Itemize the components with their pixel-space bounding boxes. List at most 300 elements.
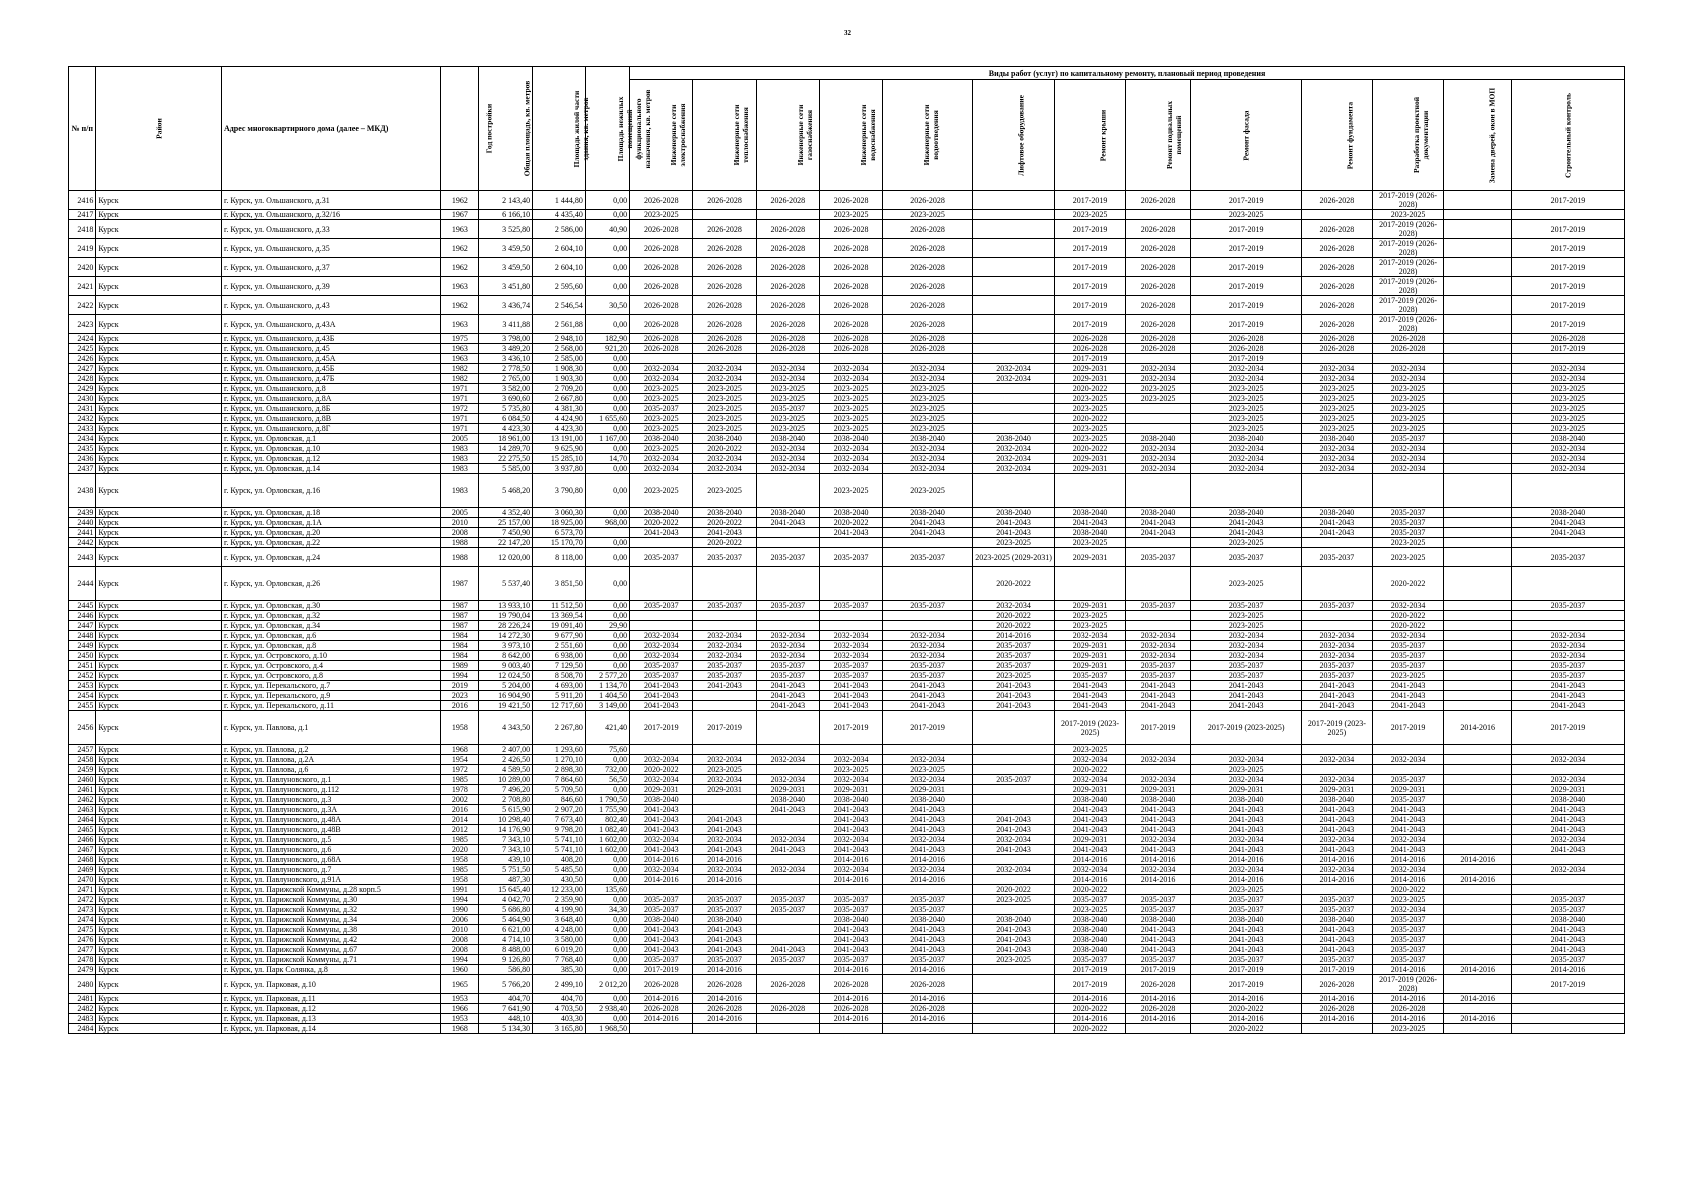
cell-electro: 2038-2040: [630, 795, 693, 805]
table-row: [69, 935, 1625, 945]
cell-water: 2026-2028: [820, 296, 883, 315]
cell-doors: [1444, 805, 1512, 815]
cell-roof: 2023-2025: [1055, 745, 1126, 755]
cell-sewer: 2041-2043: [883, 701, 973, 711]
cell-basement: 2032-2034: [1125, 444, 1190, 454]
cell-facade: 2035-2037: [1191, 955, 1302, 965]
cell-sewer: 2023-2025: [883, 474, 973, 508]
cell-total-area: 4 589,50: [479, 765, 533, 775]
cell-roof: 2020-2022: [1055, 444, 1126, 454]
cell-roof: 2041-2043: [1055, 701, 1126, 711]
cell-basement: 2041-2043: [1125, 925, 1190, 935]
cell-address: г. Курск, ул. Павлуновского, д.6: [221, 845, 440, 855]
cell-district: Курск: [96, 474, 222, 508]
cell-lift: 2020-2022: [972, 885, 1054, 895]
cell-roof: 2029-2031: [1055, 651, 1126, 661]
cell-total-area: 19 421,50: [479, 701, 533, 711]
cell-doors: [1444, 765, 1512, 775]
cell-year: 1963: [441, 315, 479, 334]
cell-living-area: 2 267,80: [533, 711, 586, 745]
cell-year: 1962: [441, 296, 479, 315]
cell-n: 2447: [69, 621, 96, 631]
cell-heat: 2041-2043: [693, 925, 756, 935]
cell-n: 2473: [69, 905, 96, 915]
cell-district: Курск: [96, 621, 222, 631]
cell-heat: 2026-2028: [693, 975, 756, 994]
cell-total-area: 7 641,90: [479, 1004, 533, 1014]
cell-n: 2428: [69, 374, 96, 384]
cell-heat: 2041-2043: [693, 815, 756, 825]
cell-roof: 2017-2019: [1055, 975, 1126, 994]
cell-foundation: 2026-2028: [1302, 277, 1373, 296]
cell-roof: 2017-2019: [1055, 191, 1126, 210]
cell-living-area: 4 424,90: [533, 414, 586, 424]
cell-project: 2020-2022: [1372, 621, 1444, 631]
table-row: [69, 258, 1625, 277]
cell-facade: 2017-2019: [1191, 239, 1302, 258]
cell-roof: 2026-2028: [1055, 344, 1126, 354]
cell-district: Курск: [96, 994, 222, 1004]
cell-roof: 2014-2016: [1055, 994, 1126, 1004]
cell-sewer: [883, 621, 973, 631]
cell-foundation: 2038-2040: [1302, 434, 1373, 444]
cell-n: 2479: [69, 965, 96, 975]
cell-n: 2451: [69, 661, 96, 671]
cell-foundation: 2041-2043: [1302, 528, 1373, 538]
cell-address: г. Курск, ул. Ольшанского, д.8В: [221, 414, 440, 424]
cell-roof: 2017-2019: [1055, 239, 1126, 258]
cell-facade: 2014-2016: [1191, 994, 1302, 1004]
cell-roof: 2017-2019: [1055, 296, 1126, 315]
cell-basement: 2041-2043: [1125, 845, 1190, 855]
cell-foundation: 2026-2028: [1302, 258, 1373, 277]
cell-heat: 2029-2031: [693, 785, 756, 795]
cell-district: Курск: [96, 528, 222, 538]
cell-project: 2032-2034: [1372, 454, 1444, 464]
cell-lift: 2032-2034: [972, 454, 1054, 464]
works-title: Виды работ (услуг) по капитальному ремонту, плановый период проведения: [630, 67, 1625, 80]
cell-water: 2032-2034: [820, 374, 883, 384]
cell-water: 2026-2028: [820, 239, 883, 258]
cell-living-area: 2 551,60: [533, 641, 586, 651]
cell-electro: 2032-2034: [630, 755, 693, 765]
cell-project: 2041-2043: [1372, 805, 1444, 815]
cell-sewer: 2041-2043: [883, 691, 973, 701]
cell-district: Курск: [96, 1014, 222, 1024]
cell-facade: 2032-2034: [1191, 631, 1302, 641]
cell-year: 2008: [441, 945, 479, 955]
cell-address: г. Курск, ул. Парижской Коммуны, д.28 корп.5: [221, 885, 440, 895]
cell-lift: 2035-2037: [972, 661, 1054, 671]
cell-basement: 2026-2028: [1125, 315, 1190, 334]
cell-address: г. Курск, ул. Ольшанского, д.47Б: [221, 374, 440, 384]
cell-basement: 2038-2040: [1125, 915, 1190, 925]
cell-gas: 2038-2040: [756, 508, 819, 518]
cell-district: Курск: [96, 191, 222, 210]
cell-nonres-area: 0,00: [585, 641, 629, 651]
cell-roof: 2029-2031: [1055, 364, 1126, 374]
cell-district: Курск: [96, 875, 222, 885]
cell-gas: 2026-2028: [756, 975, 819, 994]
cell-lift: 2023-2025: [972, 955, 1054, 965]
cell-n: 2467: [69, 845, 96, 855]
col-n: № п/п: [69, 67, 96, 191]
cell-project: 2035-2037: [1372, 935, 1444, 945]
table-row: [69, 334, 1625, 344]
cell-doors: [1444, 518, 1512, 528]
cell-doors: 2014-2016: [1444, 855, 1512, 865]
cell-lift: [972, 1004, 1054, 1014]
cell-heat: [693, 745, 756, 755]
cell-year: 2016: [441, 701, 479, 711]
cell-foundation: [1302, 354, 1373, 364]
capital-repair-table: [68, 66, 1625, 1034]
cell-foundation: 2038-2040: [1302, 915, 1373, 925]
cell-doors: 2014-2016: [1444, 711, 1512, 745]
cell-roof: 2023-2025: [1055, 404, 1126, 414]
cell-facade: 2017-2019: [1191, 354, 1302, 364]
cell-nonres-area: 968,00: [585, 518, 629, 528]
cell-living-area: 2 561,88: [533, 315, 586, 334]
cell-control: 2041-2043: [1511, 935, 1624, 945]
table-row: [69, 394, 1625, 404]
cell-address: г. Курск, ул. Орловская, д.20: [221, 528, 440, 538]
cell-water: 2023-2025: [820, 424, 883, 434]
cell-water: 2041-2043: [820, 691, 883, 701]
cell-address: г. Курск, ул. Ольшанского, д.39: [221, 277, 440, 296]
cell-total-area: 5 766,20: [479, 975, 533, 994]
cell-district: Курск: [96, 364, 222, 374]
cell-address: г. Курск, ул. Парковая, д.11: [221, 994, 440, 1004]
cell-electro: 2032-2034: [630, 464, 693, 474]
cell-lift: [972, 855, 1054, 865]
cell-nonres-area: 0,00: [585, 277, 629, 296]
cell-nonres-area: 0,00: [585, 239, 629, 258]
cell-basement: 2041-2043: [1125, 701, 1190, 711]
cell-electro: 2029-2031: [630, 785, 693, 795]
cell-nonres-area: 0,00: [585, 651, 629, 661]
cell-district: Курск: [96, 915, 222, 925]
cell-nonres-area: 0,00: [585, 354, 629, 364]
cell-control: 2032-2034: [1511, 865, 1624, 875]
cell-water: 2041-2043: [820, 805, 883, 815]
col-living-area: Площадь жилой части здания, кв. метров: [533, 67, 586, 191]
cell-facade: 2014-2016: [1191, 875, 1302, 885]
cell-n: 2431: [69, 404, 96, 414]
cell-district: Курск: [96, 825, 222, 835]
cell-basement: 2014-2016: [1125, 855, 1190, 865]
cell-living-area: 13 191,00: [533, 434, 586, 444]
cell-lift: 2023-2025: [972, 671, 1054, 681]
cell-gas: 2032-2034: [756, 464, 819, 474]
cell-sewer: 2032-2034: [883, 374, 973, 384]
cell-n: 2482: [69, 1004, 96, 1014]
cell-electro: 2014-2016: [630, 994, 693, 1004]
cell-water: 2032-2034: [820, 651, 883, 661]
cell-electro: 2014-2016: [630, 855, 693, 865]
cell-nonres-area: 0,00: [585, 444, 629, 454]
table-row: [69, 538, 1625, 548]
cell-doors: [1444, 845, 1512, 855]
cell-roof: 2017-2019: [1055, 354, 1126, 364]
cell-heat: 2032-2034: [693, 454, 756, 464]
cell-total-area: 6 084,50: [479, 414, 533, 424]
cell-sewer: 2041-2043: [883, 935, 973, 945]
cell-year: 2002: [441, 795, 479, 805]
cell-gas: [756, 567, 819, 601]
table-row: [69, 915, 1625, 925]
cell-sewer: 2029-2031: [883, 785, 973, 795]
cell-water: 2041-2043: [820, 945, 883, 955]
cell-heat: 2032-2034: [693, 865, 756, 875]
cell-doors: [1444, 885, 1512, 895]
cell-electro: [630, 611, 693, 621]
cell-nonres-area: 0,00: [585, 935, 629, 945]
table-row: [69, 528, 1625, 538]
cell-heat: 2026-2028: [693, 344, 756, 354]
cell-doors: [1444, 865, 1512, 875]
cell-n: 2424: [69, 334, 96, 344]
cell-basement: [1125, 414, 1190, 424]
cell-address: г. Курск, ул. Павлуновского, д.5: [221, 835, 440, 845]
cell-facade: 2041-2043: [1191, 935, 1302, 945]
cell-nonres-area: 0,00: [585, 548, 629, 567]
cell-roof: 2029-2031: [1055, 641, 1126, 651]
cell-facade: 2041-2043: [1191, 925, 1302, 935]
cell-doors: [1444, 895, 1512, 905]
cell-gas: [756, 210, 819, 220]
cell-doors: [1444, 567, 1512, 601]
cell-water: 2032-2034: [820, 444, 883, 454]
cell-doors: [1444, 755, 1512, 765]
cell-project: 2035-2037: [1372, 651, 1444, 661]
cell-roof: 2029-2031: [1055, 454, 1126, 464]
cell-district: Курск: [96, 651, 222, 661]
cell-address: г. Курск, ул. Павлуновского, д.7: [221, 865, 440, 875]
cell-control: 2041-2043: [1511, 701, 1624, 711]
cell-project: 2032-2034: [1372, 464, 1444, 474]
cell-water: 2023-2025: [820, 474, 883, 508]
cell-heat: [693, 621, 756, 631]
cell-electro: 2023-2025: [630, 414, 693, 424]
cell-nonres-area: 30,50: [585, 296, 629, 315]
cell-project: 2035-2037: [1372, 795, 1444, 805]
cell-facade: 2017-2019: [1191, 220, 1302, 239]
cell-doors: [1444, 296, 1512, 315]
col-work-12: Строительный контроль: [1511, 80, 1624, 191]
cell-lift: [972, 296, 1054, 315]
cell-district: Курск: [96, 434, 222, 444]
cell-living-area: 5 485,50: [533, 865, 586, 875]
cell-project: 2014-2016: [1372, 965, 1444, 975]
cell-project: 2035-2037: [1372, 925, 1444, 935]
cell-doors: [1444, 277, 1512, 296]
cell-district: Курск: [96, 785, 222, 795]
cell-facade: 2017-2019: [1191, 277, 1302, 296]
cell-sewer: 2026-2028: [883, 975, 973, 994]
cell-control: 2032-2034: [1511, 775, 1624, 785]
cell-district: Курск: [96, 258, 222, 277]
cell-basement: [1125, 424, 1190, 434]
cell-address: г. Курск, ул. Орловская, д.16: [221, 474, 440, 508]
cell-control: [1511, 885, 1624, 895]
cell-n: 2476: [69, 935, 96, 945]
cell-foundation: 2038-2040: [1302, 508, 1373, 518]
cell-gas: 2041-2043: [756, 518, 819, 528]
cell-doors: [1444, 1004, 1512, 1014]
cell-gas: 2032-2034: [756, 454, 819, 464]
cell-control: 2038-2040: [1511, 795, 1624, 805]
cell-year: 1987: [441, 611, 479, 621]
cell-nonres-area: 1 404,50: [585, 691, 629, 701]
cell-facade: 2035-2037: [1191, 671, 1302, 681]
cell-foundation: 2035-2037: [1302, 955, 1373, 965]
cell-lift: [972, 344, 1054, 354]
cell-nonres-area: 0,00: [585, 464, 629, 474]
cell-lift: [972, 1014, 1054, 1024]
cell-nonres-area: 34,30: [585, 905, 629, 915]
cell-address: г. Курск, ул. Парк Солянка, д.8: [221, 965, 440, 975]
cell-nonres-area: 29,90: [585, 621, 629, 631]
cell-district: Курск: [96, 975, 222, 994]
cell-lift: [972, 795, 1054, 805]
cell-address: г. Курск, ул. Орловская, д.14: [221, 464, 440, 474]
cell-facade: 2023-2025: [1191, 424, 1302, 434]
cell-foundation: [1302, 885, 1373, 895]
cell-roof: [1055, 474, 1126, 508]
cell-year: 1968: [441, 745, 479, 755]
cell-nonres-area: 1 082,40: [585, 825, 629, 835]
cell-facade: [1191, 745, 1302, 755]
cell-district: Курск: [96, 611, 222, 621]
table-row: [69, 825, 1625, 835]
cell-project: [1372, 474, 1444, 508]
cell-facade: 2041-2043: [1191, 701, 1302, 711]
cell-project: 2032-2034: [1372, 905, 1444, 915]
cell-facade: 2026-2028: [1191, 344, 1302, 354]
col-district: Район: [96, 67, 222, 191]
cell-heat: 2041-2043: [693, 845, 756, 855]
cell-facade: 2035-2037: [1191, 601, 1302, 611]
cell-control: 2035-2037: [1511, 661, 1624, 671]
cell-gas: 2035-2037: [756, 895, 819, 905]
cell-water: [820, 354, 883, 364]
cell-heat: 2032-2034: [693, 464, 756, 474]
cell-electro: 2041-2043: [630, 701, 693, 711]
cell-living-area: 4 381,30: [533, 404, 586, 414]
cell-control: [1511, 1004, 1624, 1014]
cell-foundation: 2038-2040: [1302, 795, 1373, 805]
cell-basement: 2035-2037: [1125, 548, 1190, 567]
table-row: [69, 845, 1625, 855]
table-row: [69, 191, 1625, 210]
cell-control: 2038-2040: [1511, 434, 1624, 444]
cell-year: 2014: [441, 815, 479, 825]
cell-electro: 2026-2028: [630, 239, 693, 258]
cell-control: [1511, 875, 1624, 885]
cell-nonres-area: 182,90: [585, 334, 629, 344]
cell-basement: 2032-2034: [1125, 464, 1190, 474]
cell-doors: [1444, 671, 1512, 681]
cell-heat: 2026-2028: [693, 296, 756, 315]
table-row: [69, 414, 1625, 424]
cell-basement: [1125, 354, 1190, 364]
cell-control: 2023-2025: [1511, 414, 1624, 424]
cell-nonres-area: 0,00: [585, 567, 629, 601]
cell-roof: 2035-2037: [1055, 955, 1126, 965]
cell-foundation: 2041-2043: [1302, 845, 1373, 855]
cell-basement: 2032-2034: [1125, 755, 1190, 765]
cell-doors: [1444, 374, 1512, 384]
cell-foundation: 2041-2043: [1302, 825, 1373, 835]
cell-facade: 2041-2043: [1191, 691, 1302, 701]
cell-lift: 2038-2040: [972, 508, 1054, 518]
cell-total-area: 7 343,10: [479, 845, 533, 855]
cell-address: г. Курск, ул. Орловская, д.18: [221, 508, 440, 518]
cell-living-area: 403,30: [533, 1014, 586, 1024]
cell-electro: 2023-2025: [630, 394, 693, 404]
cell-n: 2421: [69, 277, 96, 296]
cell-lift: 2041-2043: [972, 681, 1054, 691]
cell-lift: [972, 315, 1054, 334]
table-row: [69, 875, 1625, 885]
cell-living-area: 4 435,40: [533, 210, 586, 220]
cell-lift: 2014-2016: [972, 631, 1054, 641]
cell-sewer: 2041-2043: [883, 825, 973, 835]
cell-doors: [1444, 315, 1512, 334]
cell-water: 2014-2016: [820, 855, 883, 865]
cell-address: г. Курск, ул. Орловская, д.8: [221, 641, 440, 651]
cell-water: 2041-2043: [820, 681, 883, 691]
cell-gas: [756, 745, 819, 755]
cell-foundation: 2041-2043: [1302, 925, 1373, 935]
cell-basement: 2026-2028: [1125, 239, 1190, 258]
cell-district: Курск: [96, 895, 222, 905]
cell-living-area: 430,50: [533, 875, 586, 885]
cell-living-area: 12 233,00: [533, 885, 586, 895]
cell-heat: 2026-2028: [693, 191, 756, 210]
cell-basement: 2038-2040: [1125, 795, 1190, 805]
cell-lift: 2038-2040: [972, 915, 1054, 925]
cell-project: 2014-2016: [1372, 994, 1444, 1004]
table-row: [69, 975, 1625, 994]
cell-nonres-area: 2 938,40: [585, 1004, 629, 1014]
cell-district: Курск: [96, 464, 222, 474]
cell-doors: [1444, 538, 1512, 548]
cell-heat: 2014-2016: [693, 855, 756, 865]
cell-living-area: 4 199,90: [533, 905, 586, 915]
cell-electro: 2032-2034: [630, 454, 693, 464]
cell-doors: [1444, 464, 1512, 474]
cell-total-area: 3 459,50: [479, 258, 533, 277]
cell-n: 2468: [69, 855, 96, 865]
cell-foundation: 2026-2028: [1302, 334, 1373, 344]
cell-heat: 2041-2043: [693, 825, 756, 835]
cell-water: 2026-2028: [820, 220, 883, 239]
cell-district: Курск: [96, 815, 222, 825]
cell-basement: 2032-2034: [1125, 641, 1190, 651]
cell-lift: 2032-2034: [972, 835, 1054, 845]
cell-gas: 2035-2037: [756, 671, 819, 681]
cell-control: 2032-2034: [1511, 755, 1624, 765]
cell-sewer: [883, 885, 973, 895]
cell-basement: [1125, 1024, 1190, 1034]
cell-district: Курск: [96, 567, 222, 601]
cell-n: 2457: [69, 745, 96, 755]
cell-water: 2035-2037: [820, 895, 883, 905]
cell-facade: 2023-2025: [1191, 404, 1302, 414]
cell-nonres-area: 0,00: [585, 191, 629, 210]
